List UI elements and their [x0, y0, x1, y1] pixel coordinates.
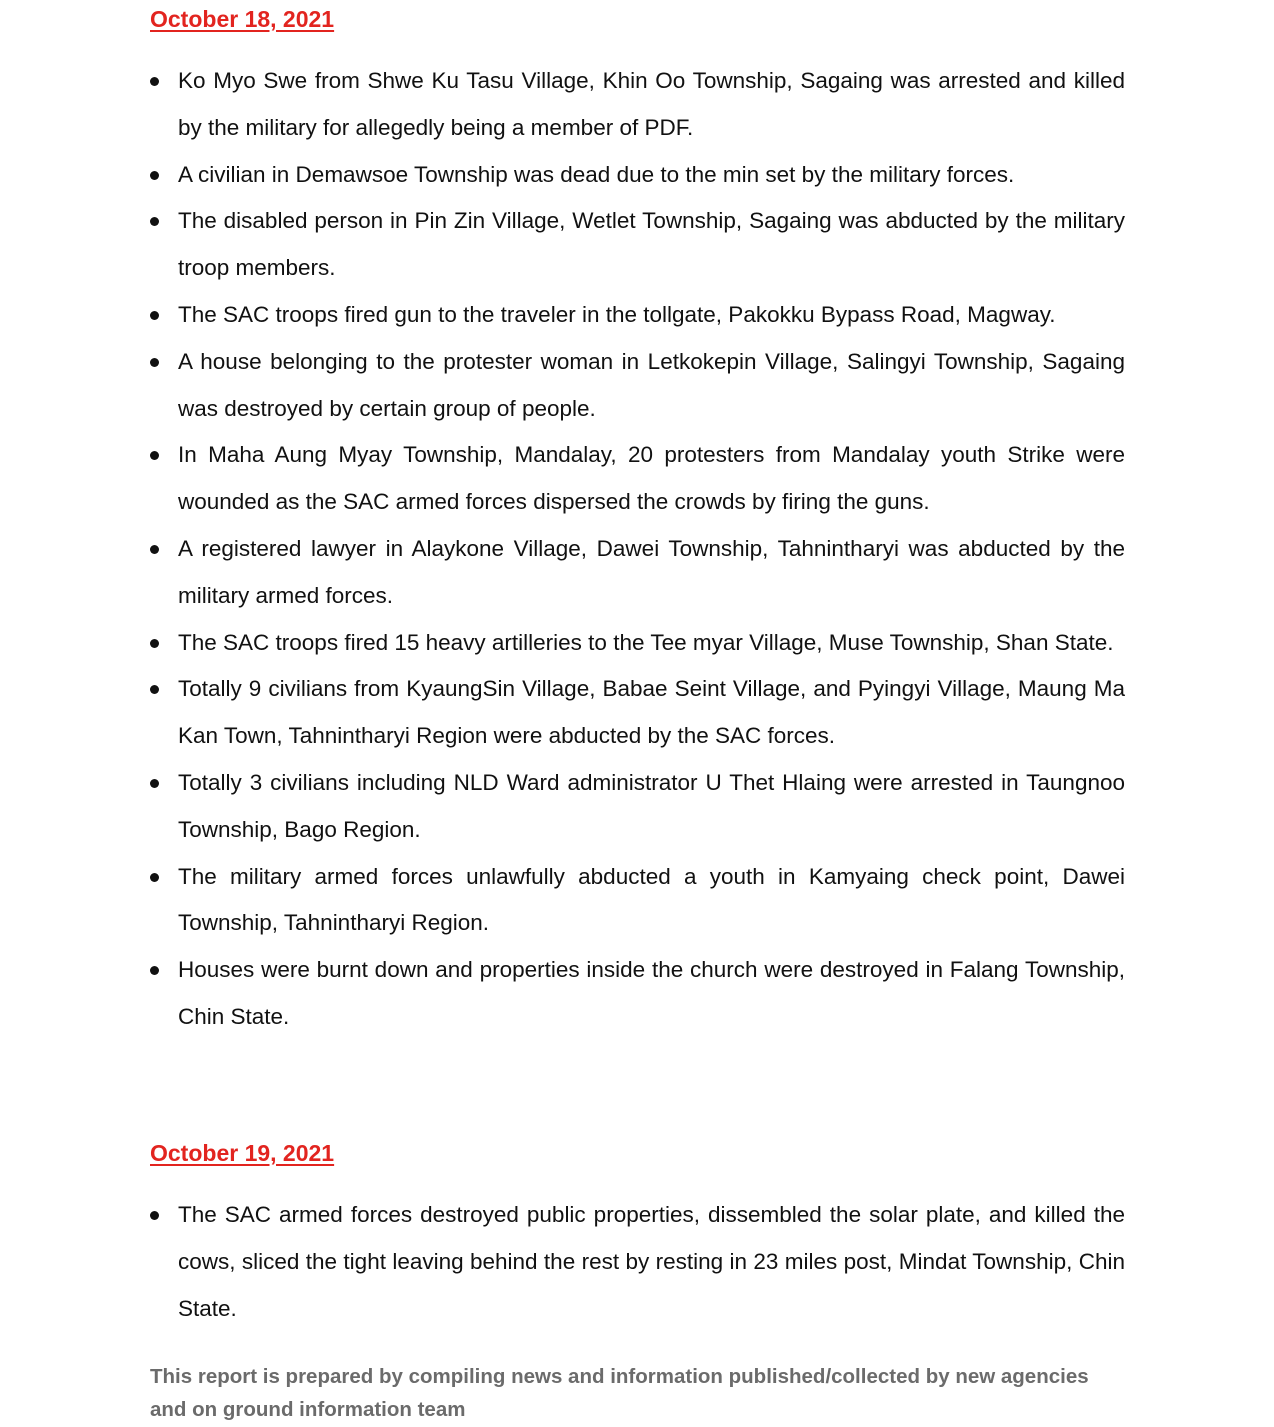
list-item	[150, 1192, 1125, 1332]
list-item	[150, 947, 1125, 1041]
bullet-icon	[150, 779, 159, 788]
date-heading: October 18, 2021	[150, 6, 335, 32]
list-item-text: In Maha Aung Myay Township, Mandalay, 20 protesters from Mandalay youth Strike were wounded as the SAC armed forces dispersed the crowds by firing the guns.	[178, 442, 1125, 515]
list-item-text: Totally 9 civilians from KyaungSin Village, Babae Seint Village, and Pyingyi Village, Maung Ma Kan Town, Tahnintharyi Region were abducted by the SAC forces.	[178, 676, 1125, 749]
list-item-text: The SAC armed forces destroyed public properties, dissembled the solar plate, and killed the cows, sliced the tight leaving behind the rest by resting in 23 miles post, Mindat Township, Chin State.	[178, 1202, 1125, 1321]
bullet-icon	[150, 358, 159, 367]
list-item-text: The SAC troops fired 15 heavy artilleries to the Tee myar Village, Muse Township, Shan State.	[178, 629, 1114, 655]
bullet-icon	[150, 639, 159, 648]
list-item	[150, 58, 1125, 152]
bullet-icon	[150, 217, 159, 226]
list-item	[150, 854, 1125, 948]
list-item-text: Totally 3 civilians including NLD Ward administrator U Thet Hlaing were arrested in Taungnoo Township, Bago Region.	[178, 769, 1125, 842]
footer-note: This report is prepared by compiling news and information published/collected by new agencies and on ground information team	[150, 1365, 1089, 1421]
report-page	[150, 0, 1125, 1421]
list-item	[150, 526, 1125, 620]
list-item	[150, 760, 1125, 854]
bullet-icon	[150, 451, 159, 460]
bullet-icon	[150, 77, 159, 86]
list-item-text: A registered lawyer in Alaykone Village, Dawei Township, Tahnintharyi was abducted by the military armed forces.	[178, 535, 1125, 608]
bullet-icon	[150, 873, 159, 882]
list-item	[150, 292, 1125, 339]
list-item	[150, 666, 1125, 760]
list-item	[150, 432, 1125, 526]
bullet-icon	[150, 1211, 159, 1220]
list-item	[150, 198, 1125, 292]
bullet-icon	[150, 171, 159, 180]
list-item-text: Houses were burnt down and properties inside the church were destroyed in Falang Township, Chin State.	[178, 957, 1125, 1029]
list-item-text: The disabled person in Pin Zin Village, Wetlet Township, Sagaing was abducted by the military troop members.	[178, 208, 1125, 281]
list-item-text: Ko Myo Swe from Shwe Ku Tasu Village, Khin Oo Township, Sagaing was arrested and killed by the military for allegedly being a member of PDF.	[178, 68, 1125, 140]
section-october-18	[150, 0, 1125, 1041]
list-item	[150, 152, 1125, 199]
event-list	[150, 1192, 1125, 1332]
section-october-19	[150, 1134, 1125, 1332]
list-item	[150, 620, 1125, 667]
list-item-text: The SAC troops fired gun to the traveler in the tollgate, Pakokku Bypass Road, Magway.	[178, 301, 1056, 327]
bullet-icon	[150, 685, 159, 694]
bullet-icon	[150, 311, 159, 320]
event-list	[150, 58, 1125, 1041]
bullet-icon	[150, 545, 159, 554]
list-item	[150, 339, 1125, 433]
bullet-icon	[150, 966, 159, 975]
date-heading: October 19, 2021	[150, 1140, 335, 1166]
list-item-text: A civilian in Demawsoe Township was dead due to the min set by the military forces.	[178, 161, 1015, 187]
list-item-text: The military armed forces unlawfully abducted a youth in Kamyaing check point, Dawei Township, Tahnintharyi Region.	[178, 863, 1125, 936]
list-item-text: A house belonging to the protester woman in Letkokepin Village, Salingyi Township, Sagaing was destroyed by certain group of people.	[178, 348, 1125, 421]
